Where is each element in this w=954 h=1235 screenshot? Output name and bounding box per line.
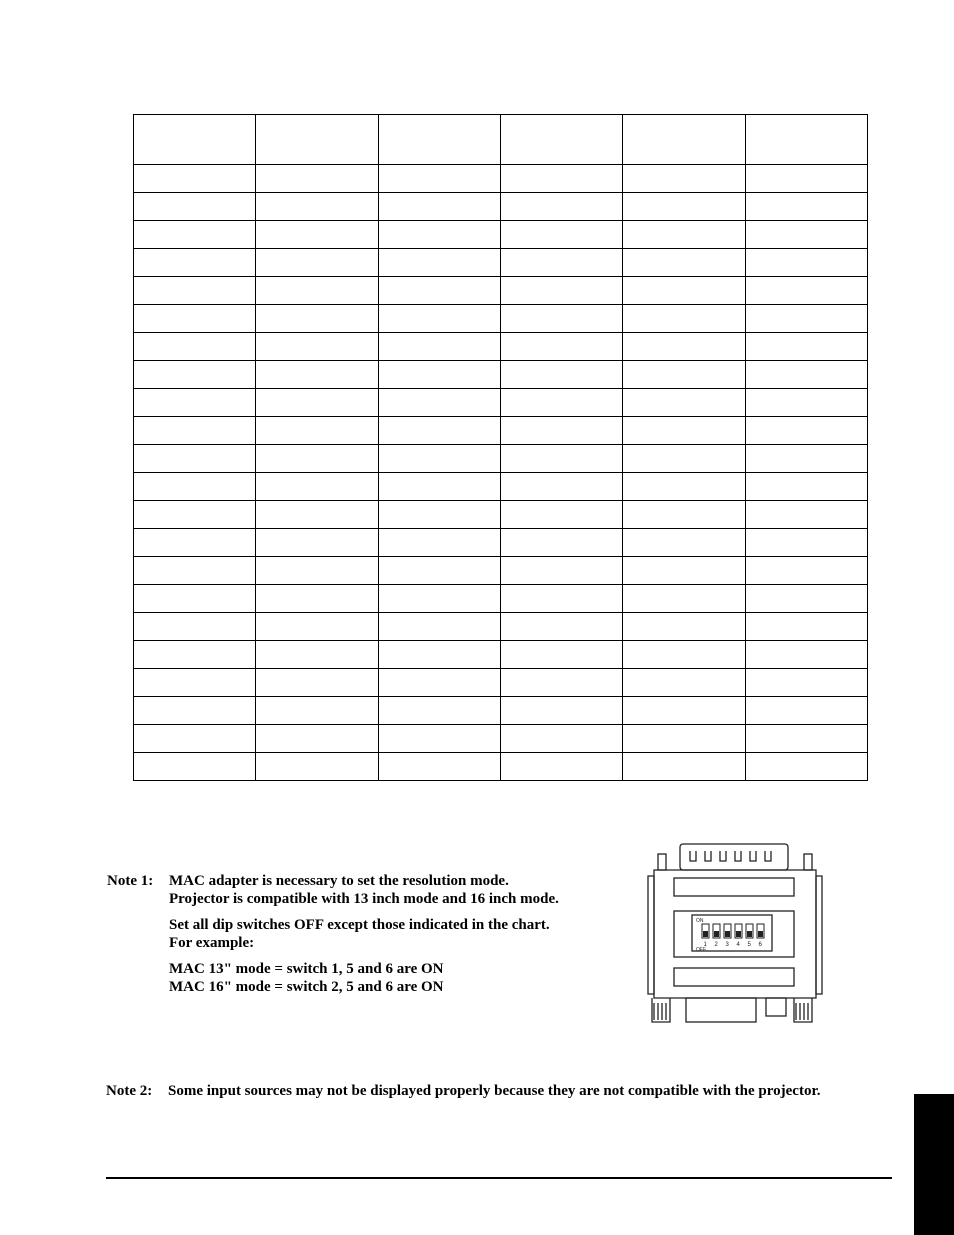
table-cell	[134, 221, 256, 249]
table-cell	[745, 529, 867, 557]
table-cell	[134, 305, 256, 333]
table-row	[134, 613, 868, 641]
table-cell	[134, 417, 256, 445]
table-cell	[623, 193, 745, 221]
dip-switch-knob	[703, 931, 708, 937]
page-edge-tab	[914, 1094, 954, 1235]
table-cell	[134, 389, 256, 417]
table-cell	[378, 389, 500, 417]
table-cell	[500, 613, 622, 641]
table-cell	[134, 641, 256, 669]
table-cell	[256, 641, 378, 669]
table-cell	[500, 221, 622, 249]
table-cell	[623, 249, 745, 277]
table-cell	[745, 473, 867, 501]
table-cell	[256, 165, 378, 193]
table-cell	[134, 613, 256, 641]
table-cell	[134, 115, 256, 165]
table-cell	[745, 725, 867, 753]
table-cell	[500, 249, 622, 277]
table-cell	[623, 529, 745, 557]
table-cell	[378, 585, 500, 613]
table-cell	[378, 333, 500, 361]
note-1-line: MAC 13" mode = switch 1, 5 and 6 are ON	[169, 961, 444, 977]
table-cell	[256, 445, 378, 473]
table-cell	[256, 697, 378, 725]
table-cell	[745, 305, 867, 333]
table-cell	[500, 557, 622, 585]
table-cell	[623, 417, 745, 445]
table-cell	[623, 557, 745, 585]
table-row	[134, 585, 868, 613]
table-cell	[378, 473, 500, 501]
dip-switch-number: 4	[736, 942, 740, 948]
dip-switch-knob	[714, 931, 719, 937]
table-cell	[623, 361, 745, 389]
table-cell	[500, 501, 622, 529]
table-cell	[256, 613, 378, 641]
note-1-line: Projector is compatible with 13 inch mode and 16 inch mode.	[169, 891, 559, 907]
table-cell	[623, 277, 745, 305]
table-cell	[623, 501, 745, 529]
table-cell	[745, 361, 867, 389]
table-cell	[623, 165, 745, 193]
table-row	[134, 249, 868, 277]
table-cell	[500, 585, 622, 613]
note-2-label: Note 2:	[106, 1083, 153, 1099]
table-cell	[134, 557, 256, 585]
table-cell	[745, 641, 867, 669]
table-cell	[256, 753, 378, 781]
table-cell	[500, 193, 622, 221]
table-cell	[378, 221, 500, 249]
dip-on-label: ON	[696, 918, 704, 924]
table-cell	[745, 221, 867, 249]
dip-switch-number: 1	[703, 942, 707, 948]
table-cell	[500, 361, 622, 389]
table-cell	[134, 165, 256, 193]
table-cell	[378, 115, 500, 165]
table-cell	[623, 753, 745, 781]
table-row	[134, 305, 868, 333]
table-cell	[256, 557, 378, 585]
note-1-line: MAC 16" mode = switch 2, 5 and 6 are ON	[169, 979, 444, 995]
table-cell	[745, 165, 867, 193]
table-cell	[256, 249, 378, 277]
dip-switch-knob	[736, 931, 741, 937]
footer-rule	[106, 1177, 892, 1179]
note-1-line: Set all dip switches OFF except those indicated in the chart.	[169, 917, 550, 933]
table-row	[134, 417, 868, 445]
table-row	[134, 529, 868, 557]
table-row	[134, 473, 868, 501]
table-cell	[500, 725, 622, 753]
table-cell	[256, 115, 378, 165]
table-cell	[623, 389, 745, 417]
table-cell	[623, 333, 745, 361]
note-1-line: For example:	[169, 935, 255, 951]
table-cell	[378, 249, 500, 277]
note-1-line: MAC adapter is necessary to set the resolution mode.	[169, 873, 509, 889]
table-cell	[623, 725, 745, 753]
table-cell	[500, 115, 622, 165]
table-cell	[745, 389, 867, 417]
table-cell	[378, 305, 500, 333]
table-row	[134, 641, 868, 669]
table-row	[134, 277, 868, 305]
table-cell	[745, 585, 867, 613]
table-cell	[134, 445, 256, 473]
table-cell	[256, 305, 378, 333]
table-cell	[256, 501, 378, 529]
note-1-body	[169, 872, 559, 996]
dip-switch-number: 3	[725, 942, 729, 948]
table-cell	[745, 417, 867, 445]
table-cell	[623, 305, 745, 333]
table-cell	[623, 473, 745, 501]
table-cell	[134, 277, 256, 305]
table-cell	[378, 417, 500, 445]
table-cell	[500, 473, 622, 501]
table-cell	[134, 697, 256, 725]
table-cell	[134, 753, 256, 781]
table-cell	[623, 613, 745, 641]
table-cell	[745, 669, 867, 697]
note-1-label: Note 1:	[107, 873, 154, 889]
dip-switch-number: 2	[714, 942, 718, 948]
table-cell	[500, 697, 622, 725]
table-cell	[745, 115, 867, 165]
table-cell	[623, 669, 745, 697]
table-cell	[134, 361, 256, 389]
table-cell	[745, 277, 867, 305]
dip-switch-knob	[725, 931, 730, 937]
table-cell	[500, 305, 622, 333]
table-row	[134, 753, 868, 781]
table-row	[134, 501, 868, 529]
table-cell	[500, 641, 622, 669]
table-cell	[378, 725, 500, 753]
table-cell	[745, 697, 867, 725]
table-cell	[500, 753, 622, 781]
table-cell	[378, 501, 500, 529]
table-cell	[500, 417, 622, 445]
table-row	[134, 361, 868, 389]
table-cell	[256, 389, 378, 417]
table-cell	[256, 669, 378, 697]
table-cell	[623, 445, 745, 473]
table-cell	[256, 333, 378, 361]
dip-switch-number: 6	[758, 942, 762, 948]
table-cell	[256, 361, 378, 389]
table-cell	[745, 501, 867, 529]
table-row	[134, 725, 868, 753]
table-cell	[134, 725, 256, 753]
table-cell	[745, 557, 867, 585]
table-cell	[256, 221, 378, 249]
table-header-row	[134, 115, 868, 165]
table-cell	[623, 641, 745, 669]
table-cell	[500, 165, 622, 193]
table-cell	[256, 417, 378, 445]
table-cell	[378, 277, 500, 305]
note-1	[106, 872, 626, 1002]
mac-adapter-illustration	[640, 838, 830, 1026]
dip-off-label: OFF	[696, 947, 706, 953]
table-row	[134, 445, 868, 473]
dip-switch-knob	[758, 931, 763, 937]
table-cell	[256, 193, 378, 221]
table-cell	[623, 221, 745, 249]
table-cell	[378, 613, 500, 641]
note-2-text: Some input sources may not be displayed properly because they are not compatible with the projector.	[168, 1083, 821, 1099]
table-cell	[256, 277, 378, 305]
table-cell	[256, 585, 378, 613]
table-row	[134, 389, 868, 417]
table-cell	[378, 193, 500, 221]
table-cell	[745, 193, 867, 221]
table-row	[134, 669, 868, 697]
table-row	[134, 193, 868, 221]
table-cell	[134, 585, 256, 613]
table-cell	[256, 529, 378, 557]
table-cell	[378, 529, 500, 557]
table-cell	[745, 249, 867, 277]
table-cell	[378, 165, 500, 193]
table-cell	[378, 669, 500, 697]
table-cell	[500, 333, 622, 361]
table-cell	[623, 585, 745, 613]
dip-switch-knob	[747, 931, 752, 937]
table-cell	[256, 473, 378, 501]
table-cell	[500, 529, 622, 557]
table-cell	[378, 557, 500, 585]
compatibility-table	[133, 114, 868, 781]
table-cell	[745, 753, 867, 781]
note-2	[106, 1082, 906, 1102]
table-cell	[745, 613, 867, 641]
table-cell	[134, 193, 256, 221]
table-cell	[500, 277, 622, 305]
table-cell	[134, 501, 256, 529]
table-row	[134, 333, 868, 361]
table-cell	[500, 389, 622, 417]
table-cell	[134, 669, 256, 697]
table-row	[134, 557, 868, 585]
table-cell	[500, 445, 622, 473]
table-cell	[745, 333, 867, 361]
table-cell	[378, 445, 500, 473]
table-cell	[745, 445, 867, 473]
table-row	[134, 165, 868, 193]
table-cell	[134, 333, 256, 361]
table-cell	[500, 669, 622, 697]
table-cell	[378, 361, 500, 389]
table-cell	[378, 641, 500, 669]
table-row	[134, 697, 868, 725]
table-cell	[134, 249, 256, 277]
table-cell	[623, 697, 745, 725]
table-cell	[256, 725, 378, 753]
table-cell	[378, 753, 500, 781]
table-row	[134, 221, 868, 249]
table-cell	[378, 697, 500, 725]
table-cell	[134, 529, 256, 557]
table-cell	[134, 473, 256, 501]
table-cell	[623, 115, 745, 165]
dip-switch-number: 5	[747, 942, 751, 948]
